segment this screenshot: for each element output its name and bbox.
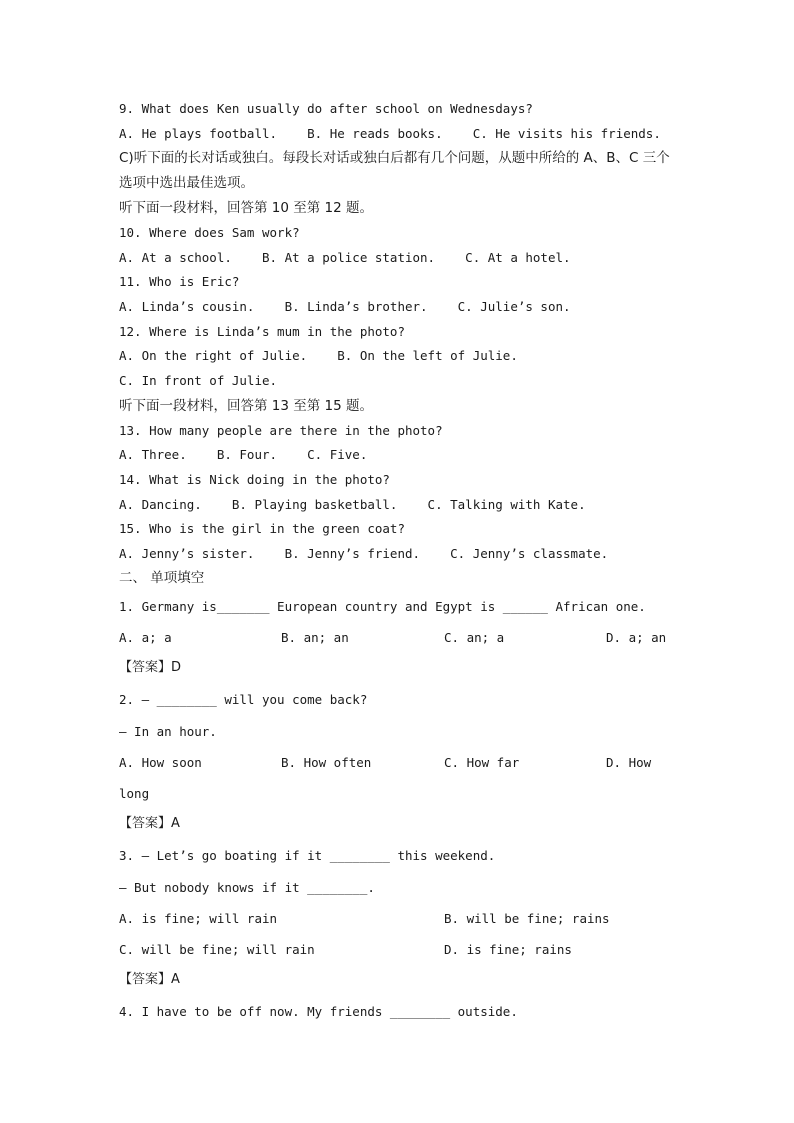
mc-question-1-option-a: A. a; a (119, 630, 172, 645)
mc-question-2-option-c: C. How far (444, 755, 520, 770)
question-10: 10. Where does Sam work? (119, 225, 300, 240)
mc-question-2-reply: — In an hour. (119, 724, 217, 739)
question-13: 13. How many people are there in the photo? (119, 423, 443, 438)
mc-question-2: 2. — ________ will you come back? (119, 692, 368, 707)
section-c-instructions: C)听下面的长对话或独白。每段长对话或独白后都有几个问题，从题中所给的 A、B、C 三个 (119, 150, 670, 166)
passage-2-instruction: 听下面一段材料，回答第 13 至第 15 题。 (119, 398, 374, 414)
mc-question-2-option-d: D. How (606, 755, 652, 770)
mc-question-3-option-a: A. is fine; will rain (119, 911, 278, 926)
question-12-options: A. On the right of Julie. B. On the left of Julie. (119, 348, 518, 363)
mc-question-1-option-d: D. a; an (606, 630, 667, 645)
passage-1-instruction: 听下面一段材料，回答第 10 至第 12 题。 (119, 200, 374, 216)
mc-question-3-option-c: C. will be fine; will rain (119, 942, 315, 957)
mc-question-3-reply: — But nobody knows if it ________. (119, 880, 375, 895)
question-13-options: A. Three. B. Four. C. Five. (119, 447, 368, 462)
mc-question-2-option-b: B. How often (281, 755, 372, 770)
answer-3: 【答案】A (119, 972, 180, 987)
question-10-options: A. At a school. B. At a police station. C. At a hotel. (119, 250, 571, 265)
mc-question-3: 3. — Let’s go boating if it ________ this weekend. (119, 848, 496, 863)
question-14-options: A. Dancing. B. Playing basketball. C. Talking with Kate. (119, 497, 586, 512)
question-15: 15. Who is the girl in the green coat? (119, 521, 405, 536)
answer-1: 【答案】D (119, 660, 182, 675)
mc-question-1-option-b: B. an; an (281, 630, 349, 645)
mc-question-3-option-b: B. will be fine; rains (444, 911, 610, 926)
answer-2: 【答案】A (119, 816, 180, 831)
question-11: 11. Who is Eric? (119, 274, 240, 289)
mc-question-2-option-d-wrap: long (119, 786, 150, 801)
section-heading: 二、 单项填空 (119, 570, 205, 586)
question-15-options: A. Jenny’s sister. B. Jenny’s friend. C. Jenny’s classmate. (119, 546, 609, 561)
question-9: 9. What does Ken usually do after school on Wednesdays? (119, 101, 533, 116)
question-12: 12. Where is Linda’s mum in the photo? (119, 324, 405, 339)
question-14: 14. What is Nick doing in the photo? (119, 472, 390, 487)
mc-question-1: 1. Germany is_______ European country and Egypt is ______ African one. (119, 599, 646, 614)
mc-question-2-option-a: A. How soon (119, 755, 202, 770)
section-c-instructions-cont: 选项中选出最佳选项。 (119, 175, 254, 191)
mc-question-3-option-d: D. is fine; rains (444, 942, 572, 957)
question-12-option-c: C. In front of Julie. (119, 373, 278, 388)
mc-question-1-option-c: C. an; a (444, 630, 505, 645)
question-9-options: A. He plays football. B. He reads books. C. He visits his friends. (119, 126, 661, 141)
question-11-options: A. Linda’s cousin. B. Linda’s brother. C. Julie’s son. (119, 299, 571, 314)
mc-question-4: 4. I have to be off now. My friends ________ outside. (119, 1004, 518, 1019)
